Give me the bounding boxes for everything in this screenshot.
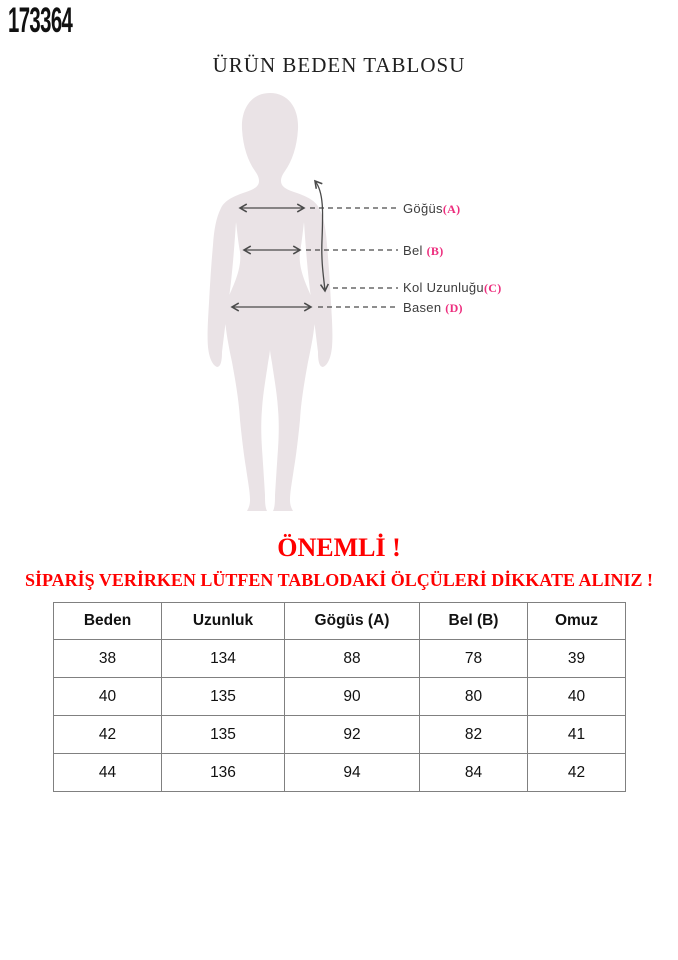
table-cell: 40	[54, 678, 162, 716]
table-cell: 135	[162, 678, 285, 716]
waist-label	[403, 243, 444, 259]
column-header: Beden	[54, 603, 162, 640]
table-cell: 94	[285, 754, 420, 792]
hip-label	[403, 300, 463, 316]
table-cell: 40	[528, 678, 626, 716]
table-cell: 88	[285, 640, 420, 678]
arm-length-label-text: Kol Uzunluğu	[403, 280, 484, 295]
size-table	[53, 602, 626, 792]
table-cell: 134	[162, 640, 285, 678]
column-header: Omuz	[528, 603, 626, 640]
table-cell: 90	[285, 678, 420, 716]
chest-label-letter: (A)	[442, 202, 461, 216]
table-cell: 42	[54, 716, 162, 754]
column-header: Gögüs (A)	[285, 603, 420, 640]
table-cell: 92	[285, 716, 420, 754]
important-subheading: SİPARİŞ VERİRKEN LÜTFEN TABLODAKİ ÖLÇÜLERİ DİKKATE ALINIZ !	[25, 570, 653, 590]
table-cell: 42	[528, 754, 626, 792]
product-code: 173364	[8, 1, 73, 40]
table-cell: 135	[162, 716, 285, 754]
column-header: Uzunluk	[162, 603, 285, 640]
chest-label	[403, 201, 460, 217]
table-cell: 39	[528, 640, 626, 678]
hip-label-text: Basen	[403, 300, 446, 315]
important-heading: ÖNEMLİ !	[277, 533, 401, 562]
table-row	[54, 716, 626, 754]
table-cell: 41	[528, 716, 626, 754]
table-cell: 84	[420, 754, 528, 792]
hip-label-letter: (D)	[445, 301, 463, 315]
chest-label-text: Göğüs	[403, 201, 443, 216]
table-row	[54, 640, 626, 678]
table-row	[54, 678, 626, 716]
page-title: ÜRÜN BEDEN TABLOSU	[212, 53, 466, 77]
table-cell: 80	[420, 678, 528, 716]
waist-label-letter: (B)	[426, 244, 444, 258]
table-row	[54, 754, 626, 792]
table-cell: 44	[54, 754, 162, 792]
table-cell: 82	[420, 716, 528, 754]
size-table-header-row	[54, 603, 626, 640]
table-cell: 38	[54, 640, 162, 678]
body-silhouette	[208, 93, 333, 511]
arm-length-label-letter: (C)	[483, 281, 502, 295]
table-cell: 136	[162, 754, 285, 792]
size-table-body	[54, 640, 626, 792]
waist-label-text: Bel	[403, 243, 427, 258]
column-header: Bel (B)	[420, 603, 528, 640]
table-cell: 78	[420, 640, 528, 678]
arm-length-label	[403, 280, 502, 296]
